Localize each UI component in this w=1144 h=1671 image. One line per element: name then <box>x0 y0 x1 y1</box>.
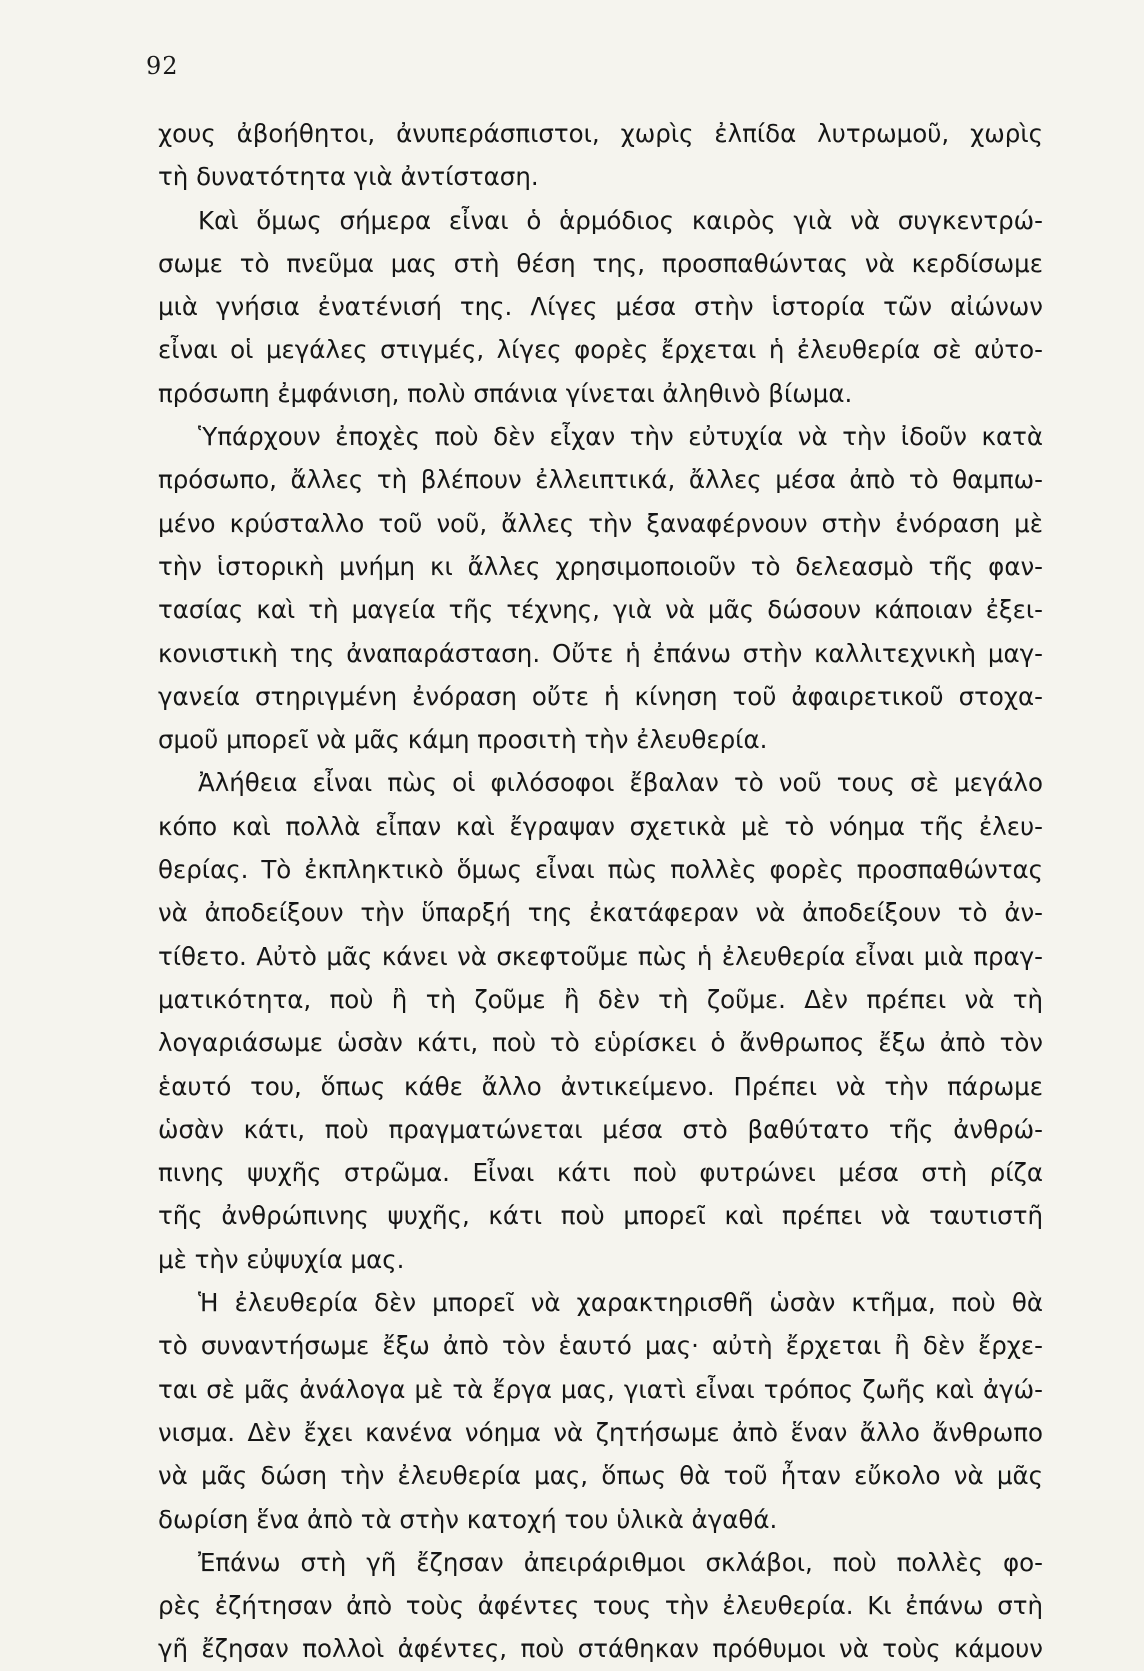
text-line: τίθετο. Αὐτὸ μᾶς κάνει νὰ σκεφτοῦμε πὼς ἡ ἐλευθερία εἶναι μιὰ πραγ- <box>158 941 1043 971</box>
text-line: Ἀλήθεια εἶναι πὼς οἱ φιλόσοφοι ἔβαλαν τὸ νοῦ τους σὲ μεγάλο <box>198 768 1043 798</box>
text-line: πρόσωπη ἐμφάνιση, πολὺ σπάνια γίνεται ἀληθινὸ βίωμα. <box>158 378 853 408</box>
text-line: σμοῦ μπορεῖ νὰ μᾶς κάμη προσιτὴ τὴν ἐλευθερία. <box>158 725 768 755</box>
text-line: μένο κρύσταλλο τοῦ νοῦ, ἄλλες τὴν ξαναφέρνουν στὴν ἐνόραση μὲ <box>158 508 1043 538</box>
text-line: εἶναι οἱ μεγάλες στιγμές, λίγες φορὲς ἔρχεται ἡ ἐλευθερία σὲ αὐτο- <box>158 335 1043 365</box>
text-line: ἑαυτό του, ὅπως κάθε ἄλλο ἀντικείμενο. Πρέπει νὰ τὴν πάρωμε <box>158 1071 1043 1101</box>
text-line: ται σὲ μᾶς ἀνάλογα μὲ τὰ ἔργα μας, γιατὶ εἶναι τρόπος ζωῆς καὶ ἀγώ- <box>158 1374 1043 1404</box>
text-line: ματικότητα, ποὺ ἢ τὴ ζοῦμε ἢ δὲν τὴ ζοῦμε. Δὲν πρέπει νὰ τὴ <box>158 984 1043 1014</box>
text-line: τὸ συναντήσωμε ἔξω ἀπὸ τὸν ἑαυτό μας· αὐτὴ ἔρχεται ἢ δὲν ἔρχε- <box>158 1331 1043 1361</box>
text-line: Ὑπάρχουν ἐποχὲς ποὺ δὲν εἶχαν τὴν εὐτυχία νὰ τὴν ἰδοῦν κατὰ <box>198 422 1043 452</box>
text-line: τῆς ἀνθρώπινης ψυχῆς, κάτι ποὺ μπορεῖ καὶ πρέπει νὰ ταυτιστῆ <box>158 1201 1043 1231</box>
text-line: μὲ τὴν εὐψυχία μας. <box>158 1244 405 1274</box>
text-line: τὴ δυνατότητα γιὰ ἀντίσταση. <box>158 162 539 192</box>
text-line: λογαριάσωμε ὡσὰν κάτι, ποὺ τὸ εὑρίσκει ὁ ἄνθρωπος ἔξω ἀπὸ τὸν <box>158 1028 1043 1058</box>
text-line: δωρίση ἕνα ἀπὸ τὰ στὴν κατοχή του ὑλικὰ ἀγαθά. <box>158 1504 778 1534</box>
text-line: κονιστικὴ της ἀναπαράσταση. Οὔτε ἡ ἐπάνω στὴν καλλιτεχνικὴ μαγ- <box>158 638 1043 668</box>
text-line: χους ἀβοήθητοι, ἀνυπεράσπιστοι, χωρὶς ἐλπίδα λυτρωμοῦ, χωρὶς <box>158 119 1043 148</box>
text-line: νὰ ἀποδείξουν τὴν ὕπαρξή της ἐκατάφεραν νὰ ἀποδείξουν τὸ ἀν- <box>158 898 1043 928</box>
text-line: σωμε τὸ πνεῦμα μας στὴ θέση της, προσπαθώντας νὰ κερδίσωμε <box>158 248 1043 278</box>
text-line: Ἡ ἐλευθερία δὲν μπορεῖ νὰ χαρακτηρισθῆ ὡσὰν κτῆμα, ποὺ θὰ <box>198 1288 1043 1318</box>
text-line: ρὲς ἐζήτησαν ἀπὸ τοὺς ἀφέντες τους τὴν ἐλευθερία. Κι ἐπάνω στὴ <box>158 1591 1043 1621</box>
text-line: πρόσωπο, ἄλλες τὴ βλέπουν ἐλλειπτικά, ἄλλες μέσα ἀπὸ τὸ θαμπω- <box>158 465 1043 495</box>
text-line: κόπο καὶ πολλὰ εἶπαν καὶ ἔγραψαν σχετικὰ μὲ τὸ νόημα τῆς ἐλευ- <box>158 811 1043 841</box>
text-line: μιὰ γνήσια ἐνατένισή της. Λίγες μέσα στὴν ἱστορία τῶν αἰώνων <box>158 292 1043 322</box>
text-line: ὡσὰν κάτι, ποὺ πραγματώνεται μέσα στὸ βαθύτατο τῆς ἀνθρώ- <box>158 1114 1043 1144</box>
text-line: τασίας καὶ τὴ μαγεία τῆς τέχνης, γιὰ νὰ μᾶς δώσουν κάποιαν ἐξει- <box>158 595 1043 625</box>
text-line: Καὶ ὅμως σήμερα εἶναι ὁ ἁρμόδιος καιρὸς γιὰ νὰ συγκεντρώ- <box>198 205 1043 235</box>
text-line: νὰ μᾶς δώση τὴν ἐλευθερία μας, ὅπως θὰ τοῦ ἦταν εὔκολο νὰ μᾶς <box>158 1461 1043 1491</box>
text-line: γανεία στηριγμένη ἐνόραση οὔτε ἡ κίνηση τοῦ ἀφαιρετικοῦ στοχα- <box>158 681 1043 711</box>
text-line: πινης ψυχῆς στρῶμα. Εἶναι κάτι ποὺ φυτρώνει μέσα στὴ ρίζα <box>158 1158 1043 1188</box>
page-number: 92 <box>146 52 179 80</box>
text-line: θερίας. Τὸ ἐκπληκτικὸ ὅμως εἶναι πὼς πολλὲς φορὲς προσπαθώντας <box>158 855 1043 885</box>
body-text <box>158 112 1043 1671</box>
text-line: Ἐπάνω στὴ γῆ ἔζησαν ἀπειράριθμοι σκλάβοι, ποὺ πολλὲς φο- <box>198 1547 1043 1577</box>
text-line: νισμα. Δὲν ἔχει κανένα νόημα νὰ ζητήσωμε ἀπὸ ἕναν ἄλλο ἄνθρωπο <box>158 1417 1043 1447</box>
text-line: γῆ ἔζησαν πολλοὶ ἀφέντες, ποὺ στάθηκαν πρόθυμοι νὰ τοὺς κάμουν <box>158 1634 1043 1664</box>
text-line: τὴν ἱστορικὴ μνήμη κι ἄλλες χρησιμοποιοῦν τὸ δελεασμὸ τῆς φαν- <box>158 551 1043 581</box>
